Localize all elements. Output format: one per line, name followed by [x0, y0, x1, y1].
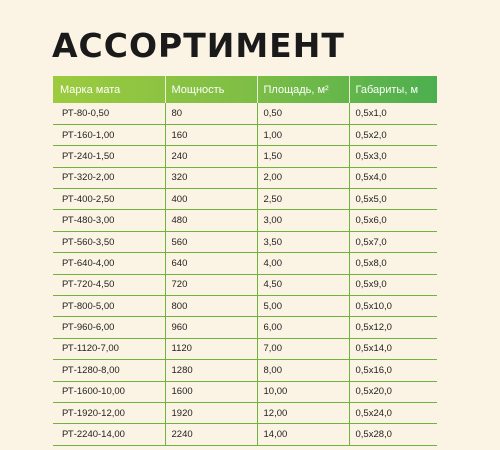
table-row [53, 103, 437, 124]
cell-area: 4,50 [257, 274, 349, 295]
cell-mat-brand: РТ-1600-10,00 [53, 381, 165, 402]
cell-mat-brand: РТ-1280-8,00 [53, 360, 165, 381]
table-row [53, 296, 437, 317]
cell-dimensions: 0,5х16,0 [349, 360, 437, 381]
cell-power: 2240 [165, 424, 257, 445]
cell-mat-brand: РТ-400-2,50 [53, 189, 165, 210]
table-row [53, 231, 437, 252]
cell-dimensions: 0,5х2,0 [349, 124, 437, 145]
table-row [53, 338, 437, 359]
cell-mat-brand: РТ-640-4,00 [53, 253, 165, 274]
header-cell-mat-brand: Марка мата [60, 83, 121, 96]
cell-area: 1,50 [257, 146, 349, 167]
cell-area: 3,00 [257, 210, 349, 231]
header-cell-power: Мощность [165, 76, 257, 103]
cell-dimensions: 0,5х20,0 [349, 381, 437, 402]
cell-area: 12,00 [257, 402, 349, 423]
table-header [53, 76, 437, 103]
table-row [53, 317, 437, 338]
cell-power: 800 [165, 296, 257, 317]
cell-mat-brand: РТ-2240-14,00 [53, 424, 165, 445]
cell-dimensions: 0,5х1,0 [349, 103, 437, 124]
cell-mat-brand: РТ-1120-7,00 [53, 338, 165, 359]
cell-mat-brand: РТ-720-4,50 [53, 274, 165, 295]
cell-dimensions: 0,5х5,0 [349, 189, 437, 210]
cell-dimensions: 0,5х10,0 [349, 296, 437, 317]
cell-mat-brand: РТ-320-2,00 [53, 167, 165, 188]
table-row [53, 360, 437, 381]
cell-power: 400 [165, 189, 257, 210]
cell-area: 3,50 [257, 231, 349, 252]
cell-dimensions: 0,5х6,0 [349, 210, 437, 231]
cell-area: 4,00 [257, 253, 349, 274]
cell-area: 7,00 [257, 338, 349, 359]
cell-power: 960 [165, 317, 257, 338]
cell-power: 1280 [165, 360, 257, 381]
cell-area: 8,00 [257, 360, 349, 381]
table-row [53, 381, 437, 402]
header-cell-area: Площадь, м² [257, 76, 349, 103]
cell-dimensions: 0,5х12,0 [349, 317, 437, 338]
cell-area: 1,00 [257, 124, 349, 145]
cell-dimensions: 0,5х14,0 [349, 338, 437, 359]
table-row [53, 189, 437, 210]
table-row [53, 167, 437, 188]
cell-power: 240 [165, 146, 257, 167]
cell-area: 14,00 [257, 424, 349, 445]
cell-dimensions: 0,5х4,0 [349, 167, 437, 188]
cell-area: 10,00 [257, 381, 349, 402]
cell-power: 640 [165, 253, 257, 274]
table-row [53, 402, 437, 423]
cell-mat-brand: РТ-240-1,50 [53, 146, 165, 167]
cell-mat-brand: РТ-960-6,00 [53, 317, 165, 338]
cell-dimensions: 0,5х24,0 [349, 402, 437, 423]
assortment-table [53, 76, 437, 446]
cell-area: 2,50 [257, 189, 349, 210]
cell-area: 2,00 [257, 167, 349, 188]
cell-power: 720 [165, 274, 257, 295]
cell-dimensions: 0,5х7,0 [349, 231, 437, 252]
cell-dimensions: 0,5х3,0 [349, 146, 437, 167]
cell-mat-brand: РТ-160-1,00 [53, 124, 165, 145]
header-cell-dimensions: Габариты, м [349, 76, 437, 103]
cell-dimensions: 0,5х9,0 [349, 274, 437, 295]
table-row [53, 253, 437, 274]
table-row [53, 424, 437, 445]
cell-area: 6,00 [257, 317, 349, 338]
cell-power: 320 [165, 167, 257, 188]
cell-mat-brand: РТ-80-0,50 [53, 103, 165, 124]
cell-dimensions: 0,5х8,0 [349, 253, 437, 274]
table-row [53, 124, 437, 145]
cell-power: 1120 [165, 338, 257, 359]
cell-power: 160 [165, 124, 257, 145]
cell-area: 0,50 [257, 103, 349, 124]
cell-power: 560 [165, 231, 257, 252]
cell-dimensions: 0,5х28,0 [349, 424, 437, 445]
table-row [53, 274, 437, 295]
cell-area: 5,00 [257, 296, 349, 317]
cell-mat-brand: РТ-480-3,00 [53, 210, 165, 231]
table-row [53, 146, 437, 167]
cell-power: 1920 [165, 402, 257, 423]
cell-power: 1600 [165, 381, 257, 402]
table-row [53, 210, 437, 231]
cell-mat-brand: РТ-800-5,00 [53, 296, 165, 317]
cell-mat-brand: РТ-560-3,50 [53, 231, 165, 252]
cell-power: 480 [165, 210, 257, 231]
page-title: АССОРТИМЕНТ [52, 26, 345, 65]
table-body [53, 103, 437, 445]
header-row [53, 76, 437, 103]
cell-mat-brand: РТ-1920-12,00 [53, 402, 165, 423]
cell-power: 80 [165, 103, 257, 124]
